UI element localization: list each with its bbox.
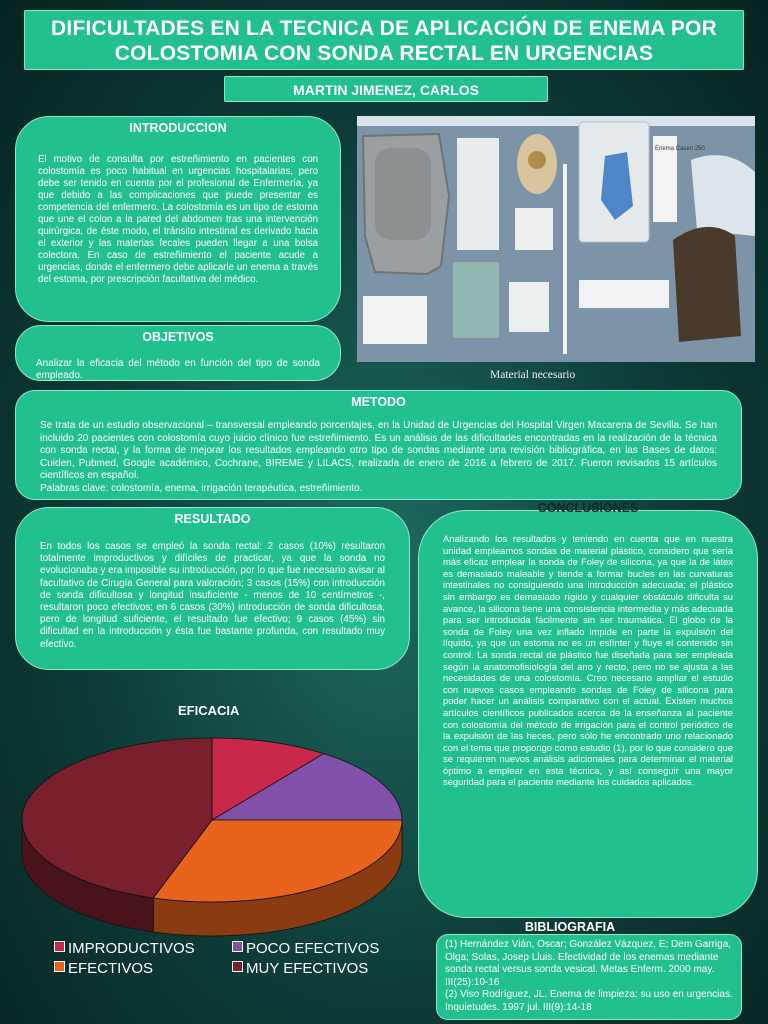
material-photo (357, 116, 755, 362)
eficacia-pie-chart (12, 730, 412, 950)
conclusiones-text: Analizando los resultados y teniendo en cuenta que en nuestra unidad empleamos sondas de material plástico, considero que sería más eficaz emplear la sonda de Foley de silicona, ya que la de látex es demasiado maleable y tiende a formar bucles en las curvaturas intestinales no consiguiendo una introducción adecuada; el plástico sin embargo es demasiado rígido y cualquier obstáculo dificulta su avance, la silicona tiene una consistencia intermedia y más adecuada para ser introducida fácilmente sin ser traumática. El globo de la sonda de Foley una vez inflado impide en parte la expulsión del líquido, ya que un estoma no es un esfínter y fluye el contenido sin control. La sonda rectal de plástico fue diseñada para ser empleada según la anatomofisiología del ano y recto, pero no se ajusta a las necesidades de una colostomía. Creo necesario ampliar el estudio con nuevos casos empleando sondas de Foley de silicona para poder hacer un análisis comparativo con el actual. Existen muchos artículos científicos publicados acerca de la enseñanza al paciente con colostomía del método de irrigación para el control periódico de la expulsión de las heces, pero sólo he encontrado uno relacionado con el tema que propongo como estudio (1), por lo que considero que se requieren nuevos análisis adicionales para determinar el material óptimo a emplear en esta técnica, y así conseguir una mayor seguridad para el paciente mediante los cuidados aplicados. (443, 533, 733, 788)
resultado-text: En todos los casos se empleó la sonda rectal: 2 casos (10%) resultaron totalmente improductivos y difíciles de practicar, ya que la sonda no evolucionaba y era imposible su introducción, por lo que fue necesario avisar al facultativo de Cirugía General para valoración; 3 casos (15%) con introducción de sonda dificultosa y longitud insuficiente - menos de 10 centímetros -, resultaron poco efectivos; en 6 casos (30%) introducción de sonda dificultosa, pero de longitud suficiente, el resultado fue efectivo; 9 casos (45%) sin dificultad en la introducción y ésta fue bastante profunda, con resultado muy efectivo. (40, 541, 385, 650)
title-banner (24, 10, 744, 70)
objetivos-panel (15, 325, 341, 381)
legend-swatch-efectivos (54, 961, 65, 972)
legend-item-efectivos (54, 960, 153, 977)
introduccion-text: El motivo de consulta por estreñimiento en pacientes con colostomía es poco habitual en urgencias hospitalarias, pero debe ser tenido en cuenta por el profesional de Enfermería, ya que debido a las complicaciones que puede presentar es competencia del enfermero. La colostomía es un tipo de estoma que une el colon a la pared del abdomen tras una intervención quirúrgica, de éste modo, el tránsito intestinal es derivado hacia el exterior y las materias fecales pueden llegar a una bolsa colectora. En caso de estreñimiento el paciente acude a urgencias, donde el enfermero debe aplicarle un enema a través del estoma, por prescripción facultativa del médico. (38, 154, 318, 285)
photo-caption: Material necesario (490, 369, 576, 381)
bibliografia-ref-1: (1) Hernández Vián, Oscar; González Vázquez, E; Dem Garriga, Olga; Solas, Josep Lluis. Efectividad de los enemas mediante sonda rectal versus sonda vesical. Metas Enferm. 2000 may. III(25):10-16 (445, 939, 732, 988)
metodo-heading: METODO (351, 395, 406, 409)
author-banner (224, 76, 548, 102)
objetivos-heading: OBJETIVOS (142, 330, 214, 344)
introduccion-panel (15, 116, 341, 322)
legend-swatch-improductivos (54, 941, 65, 952)
conclusiones-heading: CONCLUSIONES (537, 501, 639, 515)
poster-title: DIFICULTADES EN LA TECNICA DE APLICACIÓN DE ENEMA POR COLOSTOMIA CON SONDA RECTAL EN URGENCIAS (51, 17, 717, 65)
legend-label-efectivos: EFECTIVOS (68, 960, 154, 977)
metodo-text: Se trata de un estudio observacional – transversal empleando porcentajes, en la Unidad de Urgencias del Hospital Virgen Macarena de Sevilla. Se han incluido 20 pacientes con colostomía cuyo juicio clínico fue estreñimiento. Es un análisis de las dificultades encontradas en la realización de la técnica con sonda rectal, y la forma de mejorar los resultados empleando otro tipo de sondas mediante una revisión bibliográfica, en las Bases de datos: Cuiden, Pubmed, Google académico, Cochrane, BIREME y LILACS, realizada de enero de 2016 a febrero de 2017. Fueron revisados 15 artículos científicos en español. (40, 420, 717, 481)
metodo-panel (15, 390, 742, 500)
legend-label-poco-efectivos: POCO EFECTIVOS (246, 940, 380, 957)
conclusiones-panel (418, 501, 758, 918)
bibliografia-panel (436, 934, 742, 1020)
author-name: MARTIN JIMENEZ, CARLOS (293, 82, 479, 98)
resultado-heading: RESULTADO (174, 512, 251, 526)
bibliografia-heading: BIBLIOGRAFIA (524, 920, 616, 934)
objetivos-text: Analizar la eficacia del método en función del tipo de sonda empleado. (36, 358, 320, 382)
legend-label-muy-efectivos: MUY EFECTIVOS (246, 960, 369, 977)
material-illustration (357, 116, 755, 362)
introduccion-heading: INTRODUCCION (129, 121, 227, 135)
legend-item-muy-efectivos (232, 960, 368, 977)
legend-label-improductivos: IMPRODUCTIVOS (68, 940, 195, 957)
bibliografia-ref-2: (2) Viso Rodríguez, JL. Enema de limpieza: su uso en urgencias. Inquietudes. 1997 jul. III(9):14-18 (445, 989, 733, 1013)
legend-swatch-poco-efectivos (232, 941, 243, 952)
metodo-keywords: Palabras clave: colostomía, enema, irrigación terapéutica, estreñimiento. (40, 482, 363, 494)
legend-swatch-muy-efectivos (232, 961, 243, 972)
resultado-panel (15, 507, 410, 670)
chart-title: EFICACIA (178, 703, 240, 718)
legend-item-poco-efectivos (232, 940, 379, 957)
legend-item-improductivos (54, 940, 195, 957)
enema-box-label: Enema Casen 250 (655, 146, 705, 152)
